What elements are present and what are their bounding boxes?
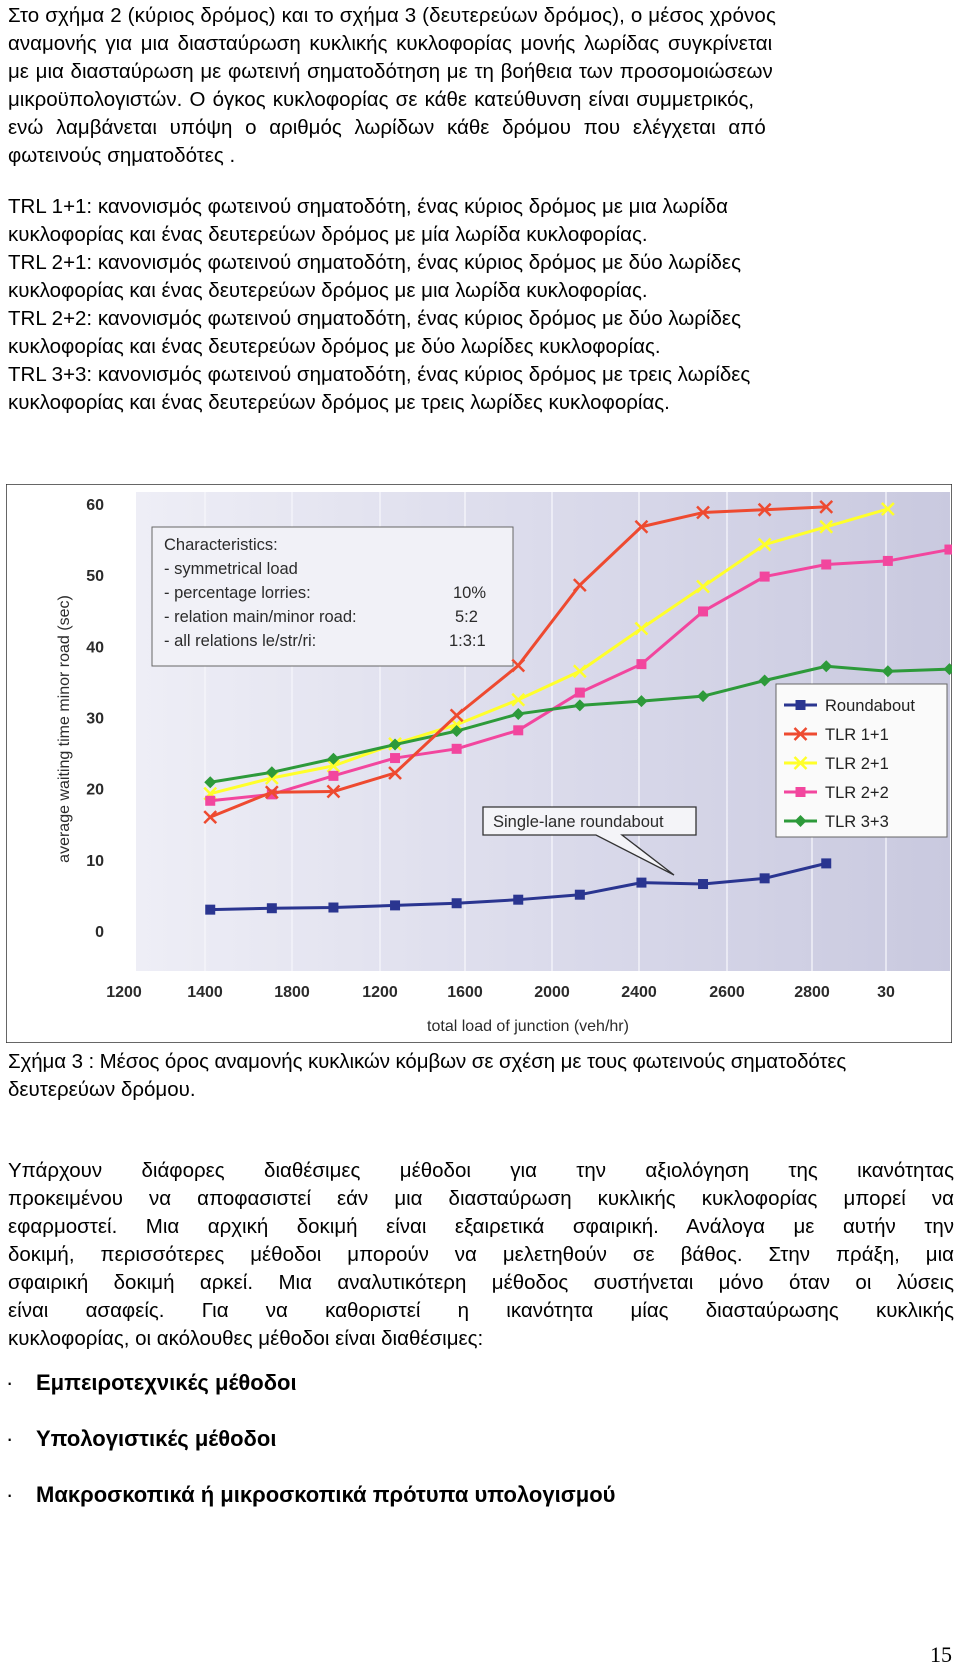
figure-caption — [8, 1048, 954, 1104]
text-line: Στο σχήμα 2 (κύριος δρόμος) και το σχήμα 3 (δευτερεύων δρόμος), ο μέσος χρόνος — [8, 4, 777, 27]
text-line: μικροϋπολογιστών. Ο όγκος κυκλοφορίας σε κάθε κατεύθυνση είναι συμμετρικός, — [8, 88, 755, 111]
x-tick-label: 2800 — [794, 984, 830, 1001]
data-point — [452, 744, 462, 754]
data-point — [821, 559, 831, 569]
list-item-label: Εμπειροτεχνικές μέθοδοι — [36, 1370, 297, 1395]
chart-legend — [776, 684, 947, 837]
text-line: TRL 1+1: κανονισμός φωτεινού σηματοδότη, ένας κύριος δρόμος με μια λωρίδα — [8, 195, 728, 218]
bullet-dot: · — [6, 1370, 14, 1395]
text-line: δευτερεύων δρόμου. — [8, 1078, 196, 1101]
text-line: σφαιρική δοκιμή αρκεί. Μια αναλυτικότερη μέθοδος συστήνεται μόνο όταν οι λύσεις — [8, 1271, 954, 1294]
data-point — [636, 659, 646, 669]
characteristic-label: - percentage lorries: — [164, 584, 311, 602]
characteristic-label: - symmetrical load — [164, 560, 298, 578]
list-item-label: Υπολογιστικές μέθοδοι — [36, 1426, 277, 1451]
x-tick-label: 30 — [877, 984, 895, 1001]
data-point — [760, 572, 770, 582]
data-point — [796, 700, 806, 710]
legend-label: TLR 3+3 — [825, 813, 889, 831]
methods-paragraph — [8, 1157, 954, 1353]
characteristic-label: - relation main/minor road: — [164, 608, 357, 626]
list-item-label: Μακροσκοπικά ή μικροσκοπικά πρότυπα υπολογισμού — [36, 1482, 616, 1507]
page-number: 15 — [930, 1642, 952, 1667]
trl-definitions — [8, 193, 954, 417]
x-axis-label: total load of junction (veh/hr) — [427, 1018, 629, 1035]
x-tick-label: 2600 — [709, 984, 745, 1001]
methods-list — [6, 1370, 615, 1538]
y-tick-label: 0 — [95, 924, 104, 941]
waiting-time-chart — [6, 484, 952, 1043]
data-point — [513, 895, 523, 905]
bullet-dot: · — [6, 1426, 14, 1451]
legend-label: TLR 1+1 — [825, 726, 889, 744]
text-line: δοκιμή, περισσότερες μέθοδοι μπορούν να μελετηθούν σε βάθος. Στην πράξη, μια — [8, 1243, 954, 1266]
list-item — [6, 1370, 615, 1426]
text-line: προκειμένου να αποφασιστεί εάν μια διασταύρωση κυκλικής κυκλοφορίας μπορεί να — [8, 1187, 954, 1210]
text-line: κυκλοφορίας και ένας δευτερεύων δρόμος με μια λωρίδα κυκλοφορίας. — [8, 279, 648, 302]
data-point — [513, 725, 523, 735]
legend-label: TLR 2+2 — [825, 784, 889, 802]
data-point — [698, 606, 708, 616]
data-point — [760, 873, 770, 883]
characteristic-value: 1:3:1 — [449, 632, 486, 650]
text-line: TRL 2+1: κανονισμός φωτεινού σηματοδότη, ένας κύριος δρόμος με δύο λωρίδες — [8, 251, 741, 274]
text-line: TRL 2+2: κανονισμός φωτεινού σηματοδότη, ένας κύριος δρόμος με δύο λωρίδες — [8, 307, 741, 330]
data-point — [698, 879, 708, 889]
text-line: κυκλοφορίας και ένας δευτερεύων δρόμος με μία λωρίδα κυκλοφορίας. — [8, 223, 648, 246]
legend-label: TLR 2+1 — [825, 755, 889, 773]
text-line: TRL 3+3: κανονισμός φωτεινού σηματοδότη, ένας κύριος δρόμος με τρεις λωρίδες — [8, 363, 751, 386]
data-point — [390, 900, 400, 910]
text-line: κυκλοφορίας, οι ακόλουθες μέθοδοι είναι διαθέσιμες: — [8, 1327, 484, 1350]
list-item — [6, 1426, 615, 1482]
y-tick-label: 40 — [86, 639, 104, 657]
data-point — [796, 787, 806, 797]
characteristics-box — [152, 527, 513, 666]
data-point — [575, 890, 585, 900]
characteristic-value: 5:2 — [455, 608, 478, 626]
characteristic-value: 10% — [453, 584, 487, 602]
y-tick-label: 60 — [86, 497, 104, 514]
intro-paragraph — [8, 2, 954, 170]
characteristic-label: - all relations le/str/ri: — [164, 632, 317, 650]
data-point — [636, 878, 646, 888]
text-line: ενώ λαμβάνεται υπόψη ο αριθμός λωρίδων κάθε δρόμου που ελέγχεται από — [8, 116, 766, 139]
data-point — [821, 858, 831, 868]
characteristics-title: Characteristics: — [164, 536, 278, 554]
list-item — [6, 1482, 615, 1538]
x-tick-label: 1600 — [447, 984, 483, 1001]
y-tick-label: 30 — [86, 710, 104, 728]
legend-label: Roundabout — [825, 697, 915, 715]
x-tick-label: 1400 — [187, 984, 223, 1001]
data-point — [944, 545, 952, 555]
x-tick-label: 1800 — [274, 984, 310, 1001]
data-point — [205, 905, 215, 915]
x-tick-label: 1200 — [362, 984, 398, 1001]
text-line: αναμονής για μια διασταύρωση κυκλικής κυκλοφορίας μονής λωρίδας συγκρίνεται — [8, 32, 773, 55]
text-line: φωτεινούς σηματοδότες . — [8, 144, 236, 167]
y-tick-label: 20 — [86, 781, 104, 799]
x-tick-label: 2000 — [534, 984, 570, 1001]
data-point — [267, 903, 277, 913]
data-point — [205, 796, 215, 806]
data-point — [328, 771, 338, 781]
callout-label: Single-lane roundabout — [493, 813, 664, 831]
x-tick-label: 1200 — [106, 984, 142, 1001]
text-line: Υπάρχουν διάφορες διαθέσιμες μέθοδοι για την αξιολόγηση της ικανότητας — [8, 1159, 954, 1182]
text-line: εφαρμοστεί. Μια αρχική δοκιμή είναι εξαιρετικά σφαιρική. Ανάλογα με αυτήν την — [8, 1215, 954, 1238]
data-point — [390, 753, 400, 763]
x-tick-label: 2400 — [621, 984, 657, 1001]
y-axis-label: average waiting time minor road (sec) — [56, 595, 73, 863]
y-tick-label: 10 — [86, 852, 104, 870]
bullet-dot: · — [6, 1482, 14, 1507]
text-line: κυκλοφορίας και ένας δευτερεύων δρόμος με δύο λωρίδες κυκλοφορίας. — [8, 335, 661, 358]
text-line: Σχήμα 3 : Μέσος όρος αναμονής κυκλικών κόμβων σε σχέση με τους φωτεινούς σηματοδότες — [8, 1050, 847, 1073]
data-point — [883, 556, 893, 566]
text-line: είναι ασαφείς. Για να καθοριστεί η ικανότητα μίας διασταύρωσης κυκλικής — [8, 1299, 954, 1322]
data-point — [328, 903, 338, 913]
text-line: με μια διασταύρωση με φωτεινή σηματοδότηση με τη βοήθεια των προσομοιώσεων — [8, 60, 773, 83]
y-tick-label: 50 — [86, 568, 104, 586]
data-point — [575, 688, 585, 698]
text-line: κυκλοφορίας και ένας δευτερεύων δρόμος με τρεις λωρίδες κυκλοφορίας. — [8, 391, 670, 414]
data-point — [452, 898, 462, 908]
